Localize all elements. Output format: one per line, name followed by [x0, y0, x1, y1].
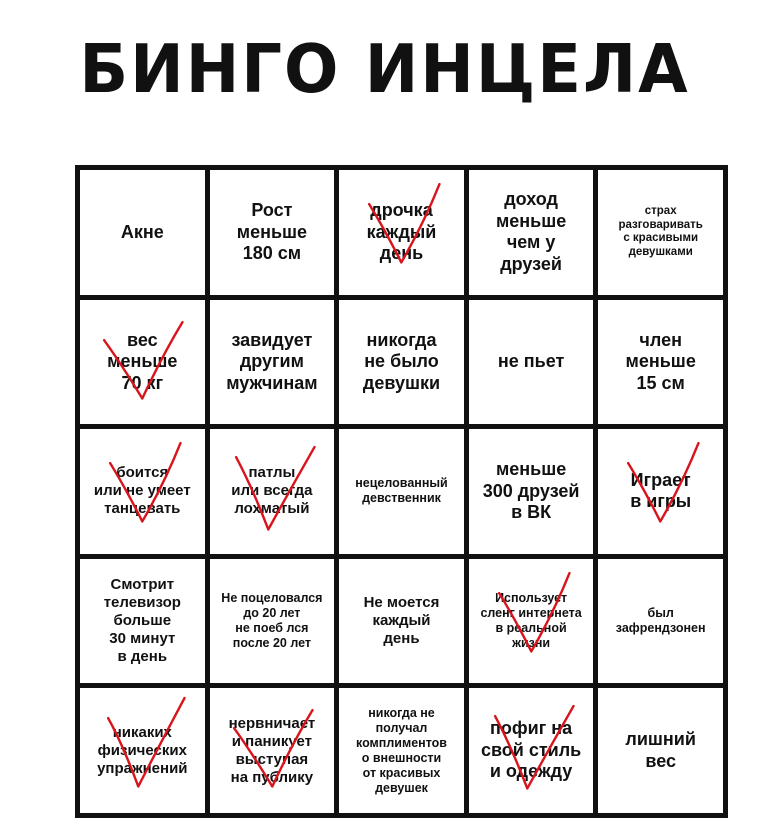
bingo-cell[interactable] [339, 170, 464, 295]
bingo-cell-label: не пьет [497, 351, 565, 372]
bingo-cell-label: Не поцеловался до 20 лет не поеб лся после 20 лет [221, 591, 323, 651]
bingo-cell[interactable] [210, 688, 335, 813]
bingo-cell-label: лишний вес [625, 729, 696, 771]
bingo-cell-label: Играет в игры [630, 469, 692, 512]
bingo-cell-label: вес меньше 70 кг [107, 329, 178, 393]
bingo-cell-label: никогда не было девушки [362, 329, 441, 393]
bingo-cell[interactable] [469, 559, 594, 684]
bingo-cell[interactable] [598, 688, 723, 813]
bingo-cell[interactable] [598, 170, 723, 295]
bingo-cell[interactable] [80, 300, 205, 425]
bingo-cell[interactable] [210, 429, 335, 554]
bingo-cell-label: боится или не умеет танцевать [93, 464, 191, 518]
bingo-cell[interactable] [469, 300, 594, 425]
page-title: БИНГО ИНЦЕЛА [79, 31, 690, 109]
bingo-cell-label: патлы или всегда лохматый [231, 464, 313, 518]
bingo-cell[interactable] [210, 300, 335, 425]
bingo-cell-label: страх разговаривать с красивыми девушками [618, 204, 703, 259]
bingo-cell-label: нервничает и паникует выступая на публику [228, 714, 316, 786]
bingo-cell[interactable] [339, 688, 464, 813]
bingo-cell-label: член меньше 15 см [625, 329, 696, 393]
bingo-board [75, 165, 728, 818]
bingo-cell-label: никаких физических упражнений [97, 723, 188, 777]
bingo-cell[interactable] [80, 688, 205, 813]
bingo-cell[interactable] [598, 300, 723, 425]
bingo-cell-label: Рост меньше 180 см [236, 199, 308, 264]
bingo-cell-label: Использует сленг интернета в реальной жизни [480, 591, 582, 651]
bingo-cell[interactable] [598, 559, 723, 684]
bingo-cell[interactable] [339, 559, 464, 684]
bingo-cell[interactable] [469, 688, 594, 813]
bingo-cell-label: Акне [120, 221, 164, 242]
bingo-cell[interactable] [80, 429, 205, 554]
bingo-cell[interactable] [80, 559, 205, 684]
bingo-cell-label: никогда не получал комплиментов о внешности от красивых девушек [355, 705, 447, 795]
bingo-cell[interactable] [210, 170, 335, 295]
bingo-cell[interactable] [339, 429, 464, 554]
bingo-cell-label: Не моется каждый день [363, 594, 440, 648]
bingo-cell-label: нецелованный девственник [355, 476, 448, 506]
bingo-cell-label: был зафрендзонен [615, 606, 706, 636]
bingo-cell-label: дрочка каждый день [366, 199, 437, 264]
bingo-cell[interactable] [469, 429, 594, 554]
bingo-cell[interactable] [210, 559, 335, 684]
bingo-cell[interactable] [80, 170, 205, 295]
bingo-cell-label: Смотрит телевизор больше 30 минут в день [103, 576, 181, 666]
bingo-cell-label: доход меньше чем у друзей [495, 189, 567, 274]
bingo-cell-label: пофиг на свой стиль и одежду [480, 718, 582, 782]
bingo-cell[interactable] [339, 300, 464, 425]
bingo-cell-label: завидует другим мужчинам [226, 329, 318, 393]
bingo-cell-label: меньше 300 друзей в ВК [482, 459, 580, 523]
bingo-cell[interactable] [598, 429, 723, 554]
bingo-cell[interactable] [469, 170, 594, 295]
